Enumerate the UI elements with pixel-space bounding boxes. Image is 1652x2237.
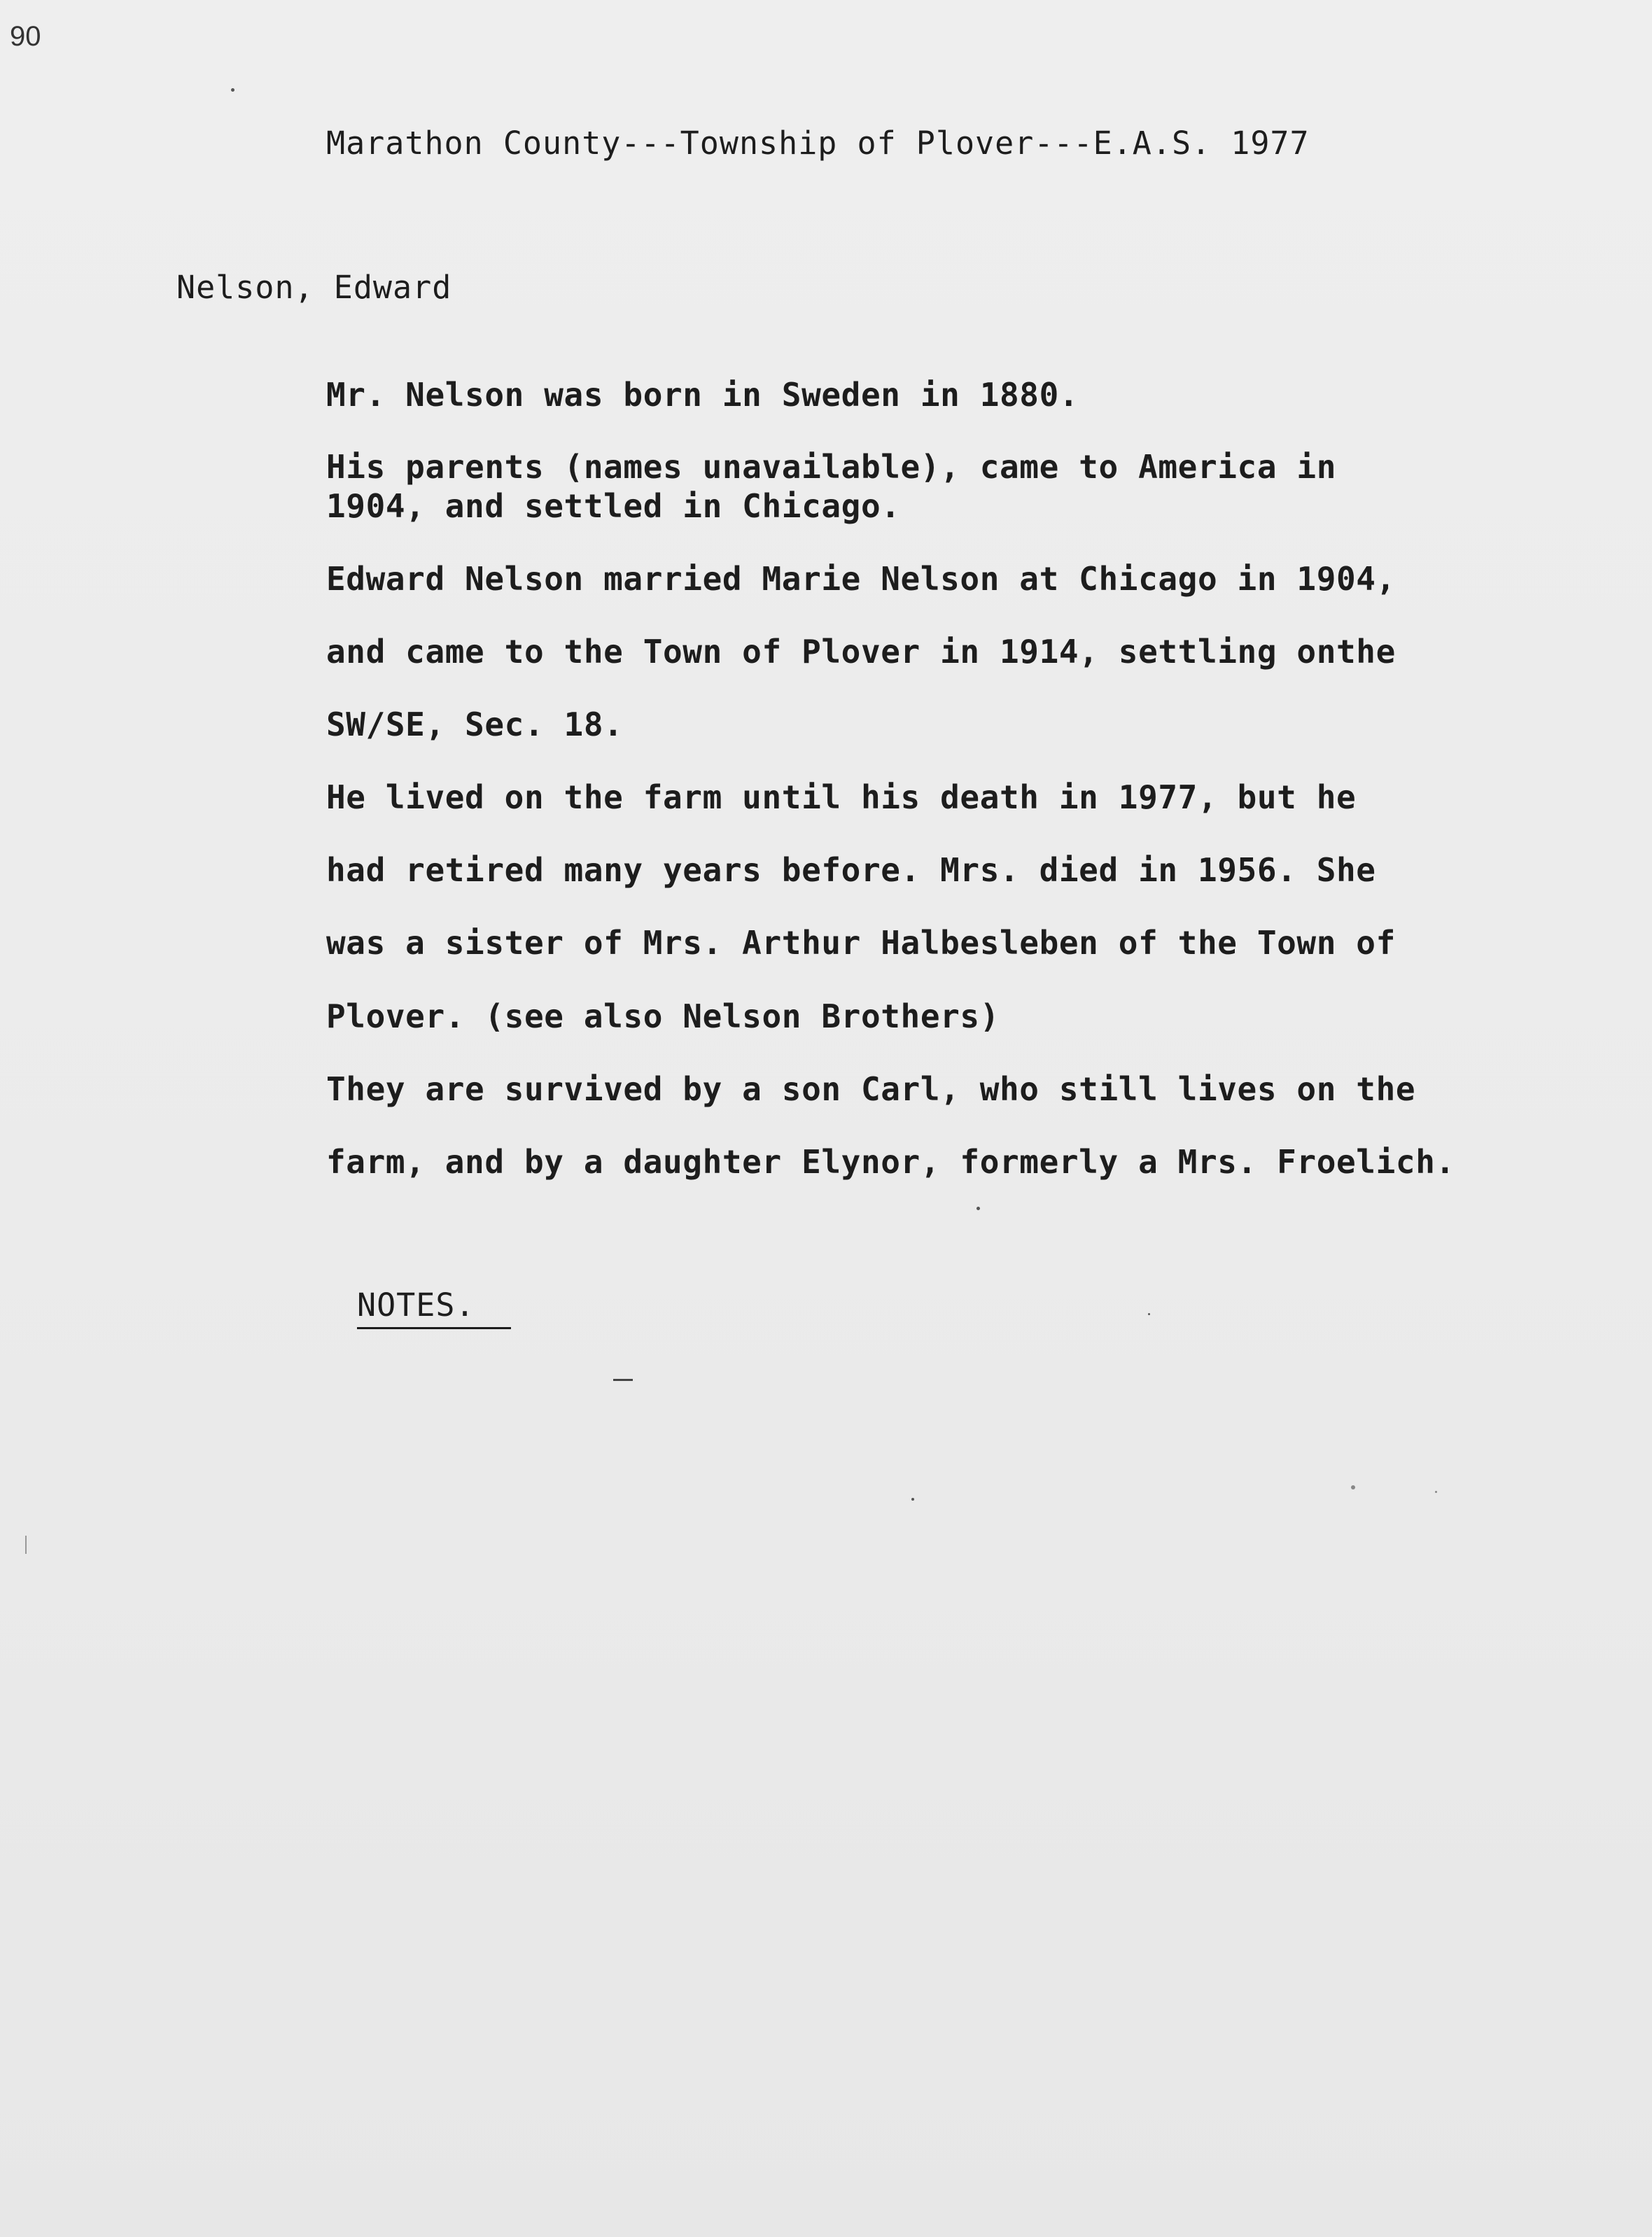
body-line: 1904, and settled in Chicago. [326,487,901,525]
scan-speck [231,88,234,92]
scan-speck [911,1498,914,1501]
body-line: SW/SE, Sec. 18. [326,706,624,743]
body-line: and came to the Town of Plover in 1914, settling onthe [326,633,1396,671]
document-heading: Marathon County---Township of Plover---E.A.S. 1977 [326,125,1310,162]
body-line: Mr. Nelson was born in Sweden in 1880. [326,376,1079,414]
scan-speck [1435,1491,1437,1493]
body-line: had retired many years before. Mrs. died in 1956. She [326,851,1376,889]
body-line: was a sister of Mrs. Arthur Halbesleben of the Town of [326,924,1396,962]
notes-underline [357,1327,511,1329]
body-line: Edward Nelson married Marie Nelson at Chicago in 1904, [326,560,1396,598]
body-line: They are survived by a son Carl, who still lives on the [326,1070,1416,1108]
scan-speck [1148,1313,1150,1315]
body-line: He lived on the farm until his death in 1977, but he [326,778,1357,816]
subject-name: Nelson, Edward [176,269,452,306]
scan-mark [613,1379,633,1381]
body-line: His parents (names unavailable), came to America in [326,448,1337,486]
scan-speck [1351,1485,1355,1489]
scan-mark [25,1536,27,1554]
body-line: Plover. (see also Nelson Brothers) [326,997,1000,1035]
notes-label: NOTES. [357,1286,475,1324]
body-line: farm, and by a daughter Elynor, formerly a Mrs. Froelich. [326,1143,1455,1181]
scan-speck [976,1207,980,1210]
page-number: 90 [10,21,41,52]
